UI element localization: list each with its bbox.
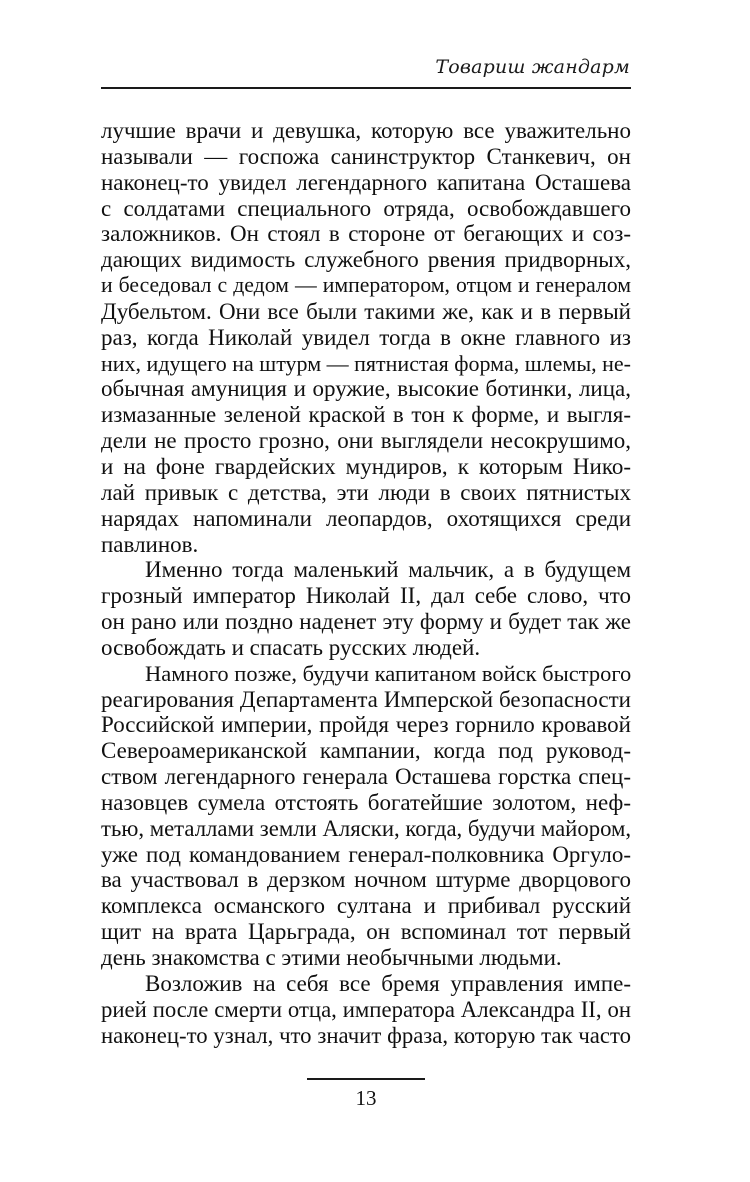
text-line: лучшие врачи и девушка, которую все уважительно: [101, 118, 631, 143]
text-line: рией после смерти отца, императора Александра II, он: [101, 996, 631, 1022]
text-line: и беседовал с дедом — императором, отцом и генералом: [101, 273, 631, 298]
text-line: щит на врата Царьграда, он вспоминал тот первый: [101, 919, 631, 945]
running-head: Товариш жандарм: [435, 56, 630, 78]
text-line: ством легендарного генерала Осташева горстка спец-: [101, 764, 631, 790]
text-line: ва участвовал в дерзком ночном штурме дворцового: [101, 867, 631, 893]
body-text: [101, 118, 631, 1048]
text-line: назовцев сумела отстоять богатейшие золотом, неф-: [101, 789, 631, 815]
text-line: он рано или поздно наденет эту форму и будет так же: [101, 609, 631, 635]
text-line: освобождать и спасать русских людей.: [101, 634, 481, 660]
footer-rule: [307, 1078, 425, 1080]
text-line: тью, металлами земли Аляски, когда, будучи майором,: [101, 815, 632, 841]
text-line: нарядах напоминали леопардов, охотящихся среди: [101, 505, 631, 531]
text-line: реагирования Департамента Имперской безопасности: [101, 686, 631, 712]
page-number: 13: [355, 1086, 377, 1110]
header-rule: [101, 87, 631, 89]
text-line: и на фоне гвардейских мундиров, к которым Нико-: [101, 453, 631, 479]
text-line: наконец-то увидел легендарного капитана Осташева: [101, 169, 631, 195]
text-line: них, идущего на штурм — пятнистая форма, шлемы, не-: [101, 350, 631, 376]
text-line: с солдатами специального отряда, освобождавшего: [101, 195, 631, 221]
text-line: уже под командованием генерал-полковника Оргуло-: [101, 841, 631, 867]
text-line: Российской империи, пройдя через горнило кровавой: [101, 712, 631, 738]
text-line: раз, когда Николай увидел тогда в окне главного из: [101, 324, 631, 350]
text-line: измазанные зеленой краской в тон к форме, и выгля-: [101, 402, 631, 428]
text-line: наконец-то узнал, что значит фраза, которую так часто: [101, 1022, 631, 1048]
text-line: день знакомства с этими необычными людьми.: [101, 945, 562, 970]
text-line: павлинов.: [101, 531, 199, 557]
paragraph-first-line: Именно тогда маленький мальчик, а в будущем: [145, 557, 631, 583]
paragraph-first-line: Намного позже, будучи капитаном войск быстрого: [145, 660, 632, 686]
text-line: грозный император Николай II, дал себе слово, что: [101, 583, 631, 609]
paragraph-first-line: Возложив на себя все бремя управления импе-: [145, 970, 631, 996]
text-line: заложников. Он стоял в стороне от бегающих и соз-: [101, 221, 631, 247]
text-line: лай привык с детства, эти люди в своих пятнистых: [101, 479, 631, 505]
text-line: комплекса османского султана и прибивал русский: [101, 893, 631, 919]
text-line: обычная амуниция и оружие, высокие ботинки, лица,: [101, 376, 631, 402]
text-line: называли — госпожа санинструктор Станкевич, он: [101, 143, 631, 169]
text-line: Дубельтом. Они все были такими же, как и в первый: [101, 298, 631, 324]
text-line: Североамериканской кампании, когда под руковод-: [101, 738, 631, 764]
text-line: дели не просто грозно, они выглядели несокрушимо,: [101, 428, 631, 454]
text-line: дающих видимость служебного рвения придворных,: [101, 247, 631, 273]
